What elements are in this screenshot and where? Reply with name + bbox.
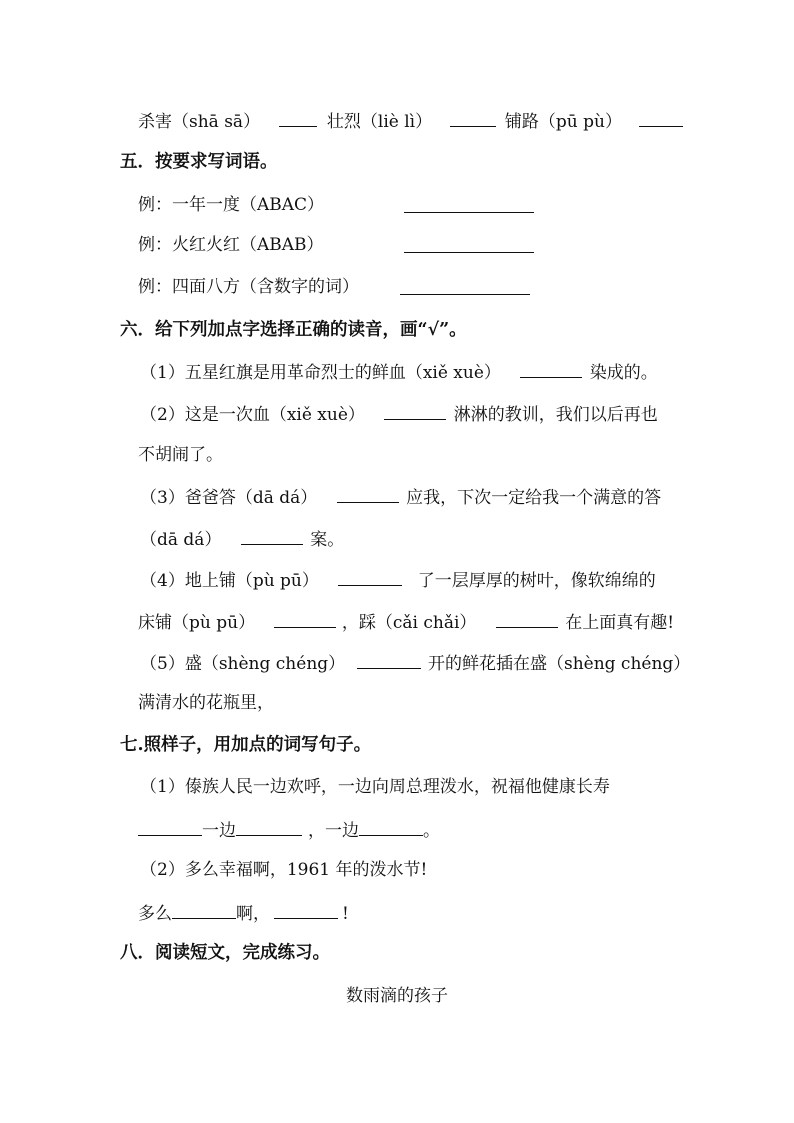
s6-q5	[140, 650, 690, 676]
answer-blank[interactable]	[639, 108, 683, 127]
s6-q2-tail: 淋淋的教训，我们以后再也	[453, 405, 658, 425]
answer-blank[interactable]	[172, 900, 236, 919]
answer-blank[interactable]	[236, 817, 302, 836]
s7-q1: （1）傣族人民一边欢呼，一边向周总理泼水，祝福他健康长寿	[140, 777, 610, 797]
section-5-heading: 五．按要求写词语。	[120, 152, 278, 172]
s6-q2	[140, 401, 658, 427]
answer-blank[interactable]	[338, 567, 402, 586]
s5-example-2: 例：火红火红（ABAB）	[138, 235, 324, 255]
answer-blank[interactable]	[241, 526, 303, 545]
answer-blank[interactable]	[337, 484, 399, 503]
s6-q1	[140, 359, 658, 385]
section-8-heading: 八．阅读短文，完成练习。	[120, 943, 330, 963]
answer-blank[interactable]	[404, 234, 534, 253]
s7-exclaim: !	[342, 904, 349, 924]
s7-a: 啊，	[236, 904, 270, 924]
s7-yibian-2: ，一边	[308, 821, 359, 841]
s7-q1-answer	[138, 817, 440, 843]
answer-blank[interactable]	[138, 817, 202, 836]
s6-q4-cai: ，踩（cǎi chǎi）	[341, 613, 477, 633]
s6-q1-text: （1）五星红旗是用革命烈士的鲜血（xiě xuè）	[140, 363, 501, 383]
s5-row-3	[138, 275, 359, 299]
s6-q4-cont	[138, 609, 674, 635]
answer-blank[interactable]	[450, 108, 496, 127]
s6-q3-text: （3）爸爸答（dā dá）	[140, 488, 318, 508]
answer-blank[interactable]	[357, 650, 421, 669]
passage-title: 数雨滴的孩子	[346, 986, 448, 1006]
word-zhuanglie: 壮烈（liè lì）	[326, 112, 433, 132]
s5-row-1	[138, 193, 324, 217]
s6-q5-tail: 开的鲜花插在盛（shèng chéng）	[427, 654, 691, 674]
s7-period: 。	[423, 821, 440, 841]
answer-blank[interactable]	[359, 817, 423, 836]
s6-q3	[140, 484, 661, 510]
s6-q2-cont: 不胡闹了。	[138, 445, 223, 465]
answer-blank[interactable]	[400, 276, 530, 295]
answer-blank[interactable]	[404, 194, 534, 213]
pinyin-row-top	[138, 108, 683, 134]
answer-blank[interactable]	[274, 609, 336, 628]
word-pulu: 铺路（pū pù）	[504, 112, 622, 132]
s6-q4	[140, 567, 656, 593]
s6-q4-chuangpu: 床铺（pù pū）	[138, 613, 256, 633]
s6-q5-cont: 满清水的花瓶里，	[138, 693, 274, 713]
s6-q3-end: 案。	[310, 530, 345, 550]
answer-blank[interactable]	[496, 609, 558, 628]
s6-q3-cont	[140, 526, 344, 552]
s6-q3-tail: 应我，下次一定给我一个满意的答	[406, 488, 662, 508]
s5-row-2	[138, 233, 324, 257]
answer-blank[interactable]	[384, 401, 446, 420]
word-shahai: 杀害（shā sā）	[138, 112, 261, 132]
s5-example-1: 例：一年一度（ABAC）	[138, 195, 325, 215]
answer-blank[interactable]	[274, 900, 338, 919]
s6-q4-end: 在上面真有趣!	[565, 613, 675, 633]
answer-blank[interactable]	[520, 359, 582, 378]
s7-q2: （2）多么幸福啊，1961 年的泼水节!	[140, 860, 428, 880]
s5-example-3: 例：四面八方（含数字的词）	[138, 277, 359, 297]
s7-q2-answer	[138, 900, 349, 926]
section-6-heading: 六．给下列加点字选择正确的读音，画“√”。	[120, 320, 467, 340]
s6-q3-pinyin: （dā dá）	[140, 530, 222, 550]
section-7-heading: 七.照样子，用加点的词写句子。	[120, 735, 372, 755]
s6-q5-text: （5）盛（shèng chéng）	[140, 654, 346, 674]
s6-q4-text: （4）地上铺（pù pū）	[140, 571, 319, 591]
s6-q4-tail: 了一层厚厚的树叶，像软绵绵的	[417, 571, 656, 591]
s6-q1-tail: 染成的。	[589, 363, 658, 383]
s7-yibian-1: 一边	[202, 821, 236, 841]
s7-duome: 多么	[138, 904, 172, 924]
answer-blank[interactable]	[279, 108, 317, 127]
s6-q2-text: （2）这是一次血（xiě xuè）	[140, 405, 365, 425]
